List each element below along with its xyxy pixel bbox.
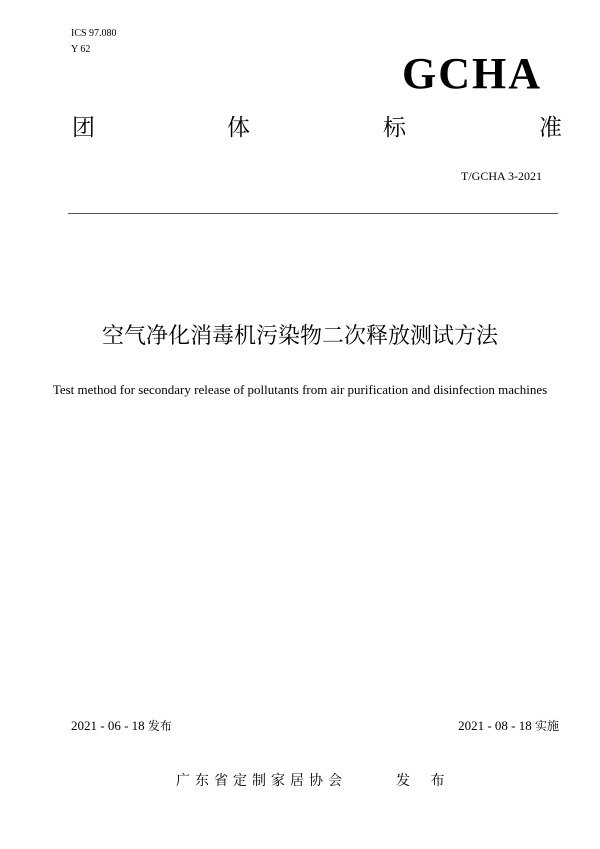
publish-label: 发布 bbox=[147, 719, 172, 733]
issuer-name: 广东省定制家居协会 bbox=[176, 773, 347, 789]
implement-date bbox=[458, 719, 559, 732]
org-code-title: GCHA bbox=[402, 49, 542, 98]
category-code: Y 62 bbox=[71, 44, 91, 55]
standard-type-heading bbox=[72, 117, 564, 147]
standard-type-char: 标 bbox=[383, 115, 406, 141]
standard-number: T/GCHA 3-2021 bbox=[461, 169, 542, 183]
title-english: Test method for secondary release of pollutants from air purification and disinfection machines bbox=[52, 382, 548, 397]
standard-type-char: 准 bbox=[539, 115, 562, 141]
title-chinese: 空气净化消毒机污染物二次释放测试方法 bbox=[101, 324, 498, 349]
implement-label: 实施 bbox=[534, 719, 559, 733]
header-divider bbox=[68, 213, 558, 214]
standard-type-char: 体 bbox=[227, 115, 250, 141]
publish-date bbox=[71, 719, 172, 732]
issue-label: 发 布 bbox=[396, 773, 453, 789]
implement-date-value: 2021 - 08 - 18 bbox=[458, 718, 532, 733]
publish-date-value: 2021 - 06 - 18 bbox=[71, 718, 145, 733]
standard-type-char: 团 bbox=[72, 115, 95, 141]
ics-code: ICS 97.080 bbox=[71, 28, 117, 39]
